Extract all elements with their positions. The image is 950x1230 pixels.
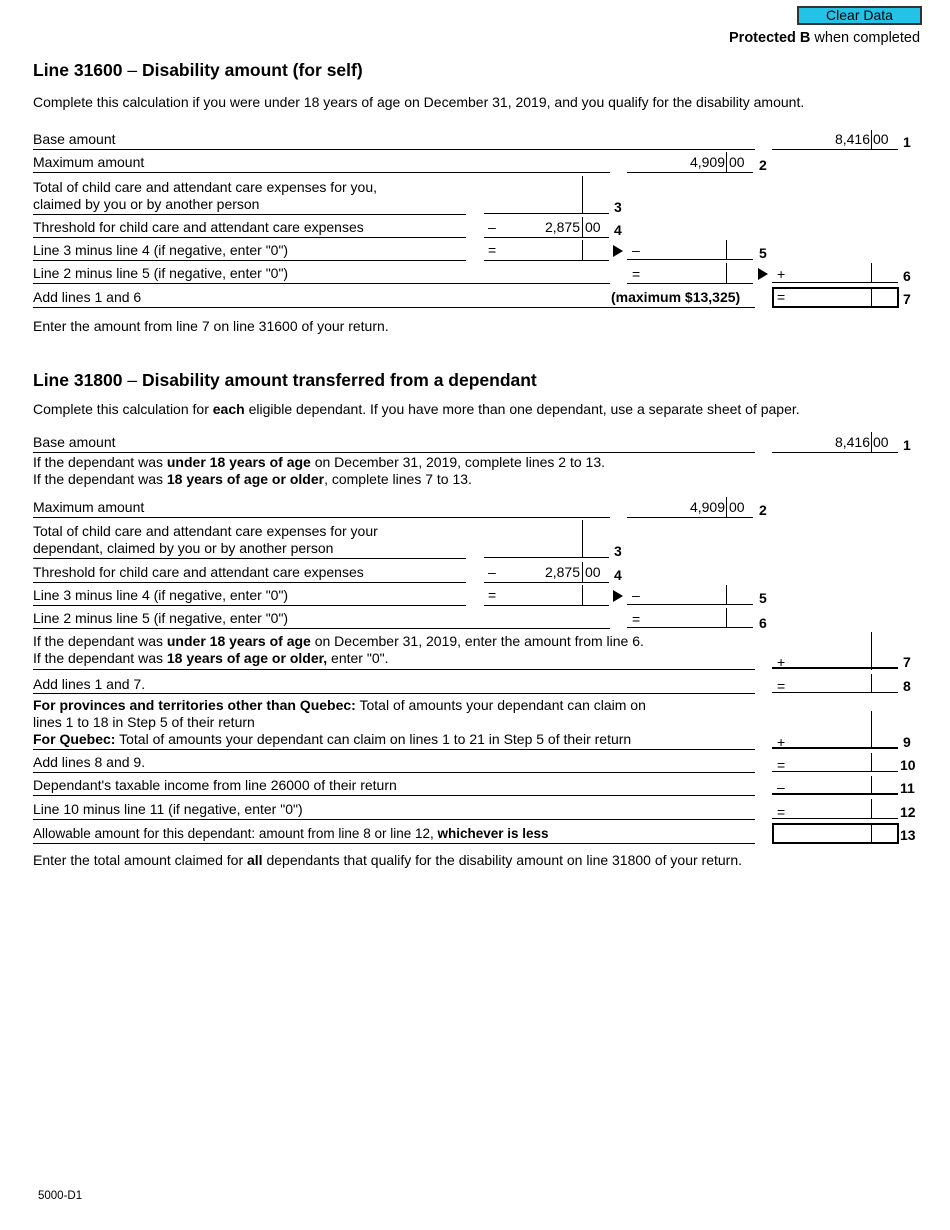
s1-max-label: Maximum amount xyxy=(33,154,145,170)
s2-base-label: Base amount xyxy=(33,434,116,450)
s2-l8-equals: = xyxy=(777,678,786,694)
s1-line7-total-box[interactable] xyxy=(772,287,899,308)
s2-l5-label: Line 3 minus line 4 (if negative, enter "0") xyxy=(33,587,289,603)
s2-line-number-11: 11 xyxy=(900,780,915,796)
s2-footer-a: Enter the total amount claimed for xyxy=(33,852,247,868)
s1-l5-label: Line 3 minus line 4 (if negative, enter "0") xyxy=(33,242,289,258)
s2-l7-c: on December 31, 2019, enter the amount from line 6. xyxy=(310,633,644,649)
s2-l9-c-rest: Total of amounts your dependant can claim on lines 1 to 21 in Step 5 of their return xyxy=(115,731,632,747)
s1-threshold-minus: – xyxy=(488,219,496,235)
s2-condition-1 xyxy=(33,454,605,471)
s2-line7-field[interactable] xyxy=(772,650,898,669)
s2-l7-text-1 xyxy=(33,633,644,650)
s2-line-number-8: 8 xyxy=(903,678,911,694)
s2-cond1-c: on December 31, 2019, complete lines 2 to 13. xyxy=(310,454,606,470)
s2-l9-text-3 xyxy=(33,731,631,748)
s2-l5-minus: – xyxy=(632,587,640,603)
s2-l9-text-2: lines 1 to 18 in Step 5 of their return xyxy=(33,714,255,730)
s1-threshold-label: Threshold for child care and attendant care expenses xyxy=(33,219,364,235)
s2-line12-field[interactable] xyxy=(772,799,898,819)
section1-intro: Complete this calculation if you were under 18 years of age on December 31, 2019, and you qualify for the disability amount. xyxy=(33,94,805,110)
s2-line-number-9: 9 xyxy=(903,734,911,750)
section2-title-dash: – xyxy=(127,370,138,390)
s2-cond1-a: If the dependant was xyxy=(33,454,167,470)
s2-l11-minus: – xyxy=(777,779,785,795)
s1-base-dollars: 8,416 xyxy=(834,131,870,147)
s2-line-number-7: 7 xyxy=(903,654,911,670)
section1-title xyxy=(33,60,363,81)
s2-line-number-6: 6 xyxy=(759,615,767,631)
s2-max-label: Maximum amount xyxy=(33,499,145,515)
s2-line5-field[interactable] xyxy=(627,585,753,605)
s2-l7-plus: + xyxy=(777,654,786,670)
s1-base-label: Base amount xyxy=(33,131,116,147)
s1-line6-field[interactable] xyxy=(772,263,898,283)
section2-intro xyxy=(33,401,800,418)
s2-base-dollars: 8,416 xyxy=(834,434,870,450)
s1-care-expenses-field[interactable] xyxy=(484,196,609,214)
section2-title-a: Line 31800 xyxy=(33,370,128,390)
s2-line11-field[interactable] xyxy=(772,776,898,795)
s2-line6-field[interactable] xyxy=(627,608,753,628)
s1-line-number-2: 2 xyxy=(759,157,767,173)
s2-l13-a: Allowable amount for this dependant: amount from line 8 or line 12, xyxy=(33,826,438,841)
s2-l9-a-bold: For provinces and territories other than Quebec: xyxy=(33,697,356,713)
s2-footer-b: all xyxy=(247,852,263,868)
s1-l5-minus: – xyxy=(632,242,640,258)
s2-intro-c: eligible dependant. If you have more than one dependant, use a separate sheet of paper. xyxy=(244,401,800,417)
s2-l9-c-bold: For Quebec: xyxy=(33,731,116,747)
s1-maximum-note: (maximum $13,325) xyxy=(611,289,741,305)
s1-line-number-5: 5 xyxy=(759,245,767,261)
s1-l7-label: Add lines 1 and 6 xyxy=(33,289,142,305)
s2-line-number-4: 4 xyxy=(614,567,622,583)
s2-line-number-5: 5 xyxy=(759,590,767,606)
s2-cond2-a: If the dependant was xyxy=(33,471,167,487)
s2-line10-field[interactable] xyxy=(772,753,898,772)
s2-cond2-c: , complete lines 7 to 13. xyxy=(324,471,472,487)
s1-threshold-dollars: 2,875 xyxy=(544,219,580,235)
s2-l10-label: Add lines 8 and 9. xyxy=(33,754,146,770)
s2-l6-equals: = xyxy=(632,611,641,627)
s2-cond1-b: under 18 years of age xyxy=(166,454,311,470)
s2-max-cents: 00 xyxy=(729,499,745,515)
s2-l9-a-rest: Total of amounts your dependant can claim on xyxy=(355,697,646,713)
s1-l6-arrow-icon xyxy=(758,268,768,280)
s2-l8-label: Add lines 1 and 7. xyxy=(33,676,146,692)
section1-title-b: Disability amount (for self) xyxy=(137,60,363,80)
s2-line-number-10: 10 xyxy=(900,757,916,773)
s1-line-number-4: 4 xyxy=(614,222,622,238)
s2-condition-2 xyxy=(33,471,472,488)
s2-line-number-1: 1 xyxy=(903,437,911,453)
s2-intro-a: Complete this calculation for xyxy=(33,401,213,417)
section2-title xyxy=(33,370,537,391)
s1-max-cents: 00 xyxy=(729,154,745,170)
s2-l7-a: If the dependant was xyxy=(33,633,167,649)
protected-b-bold: Protected B xyxy=(729,30,811,46)
s2-l9-plus: + xyxy=(777,734,786,750)
s2-l7-d: If the dependant was xyxy=(33,650,167,666)
s2-footer-c: dependants that qualify for the disability amount on line 31800 of your return. xyxy=(262,852,742,868)
s2-threshold-dollars: 2,875 xyxy=(544,564,580,580)
s2-l12-label: Line 10 minus line 11 (if negative, enter "0") xyxy=(33,801,303,817)
s2-line13-total-box[interactable] xyxy=(772,823,899,844)
s2-care-label-1: Total of child care and attendant care expenses for your xyxy=(33,523,378,539)
s2-l5-arrow-icon xyxy=(613,590,623,602)
s2-l13-b: whichever is less xyxy=(437,826,549,841)
s2-line-number-3: 3 xyxy=(614,543,622,559)
s2-footer xyxy=(33,852,742,869)
s1-line-number-7: 7 xyxy=(903,291,911,307)
s1-l6-equals: = xyxy=(632,266,641,282)
s2-line-number-13: 13 xyxy=(900,827,916,843)
section2-title-b: Disability amount transferred from a dependant xyxy=(137,370,537,390)
clear-data-button[interactable]: Clear Data xyxy=(797,6,922,25)
s2-care-expenses-field[interactable] xyxy=(484,540,609,558)
protected-b-rest: when completed xyxy=(810,30,921,46)
s2-threshold-cents: 00 xyxy=(585,564,601,580)
s1-l5-equals: = xyxy=(488,242,497,258)
s2-line9-field[interactable] xyxy=(772,730,898,749)
form-code: 5000-D1 xyxy=(38,1190,83,1202)
s1-line5-field[interactable] xyxy=(627,240,753,260)
s2-l5-equals: = xyxy=(488,587,497,603)
s1-max-dollars: 4,909 xyxy=(689,154,725,170)
s2-max-dollars: 4,909 xyxy=(689,499,725,515)
s2-l7-f: enter "0". xyxy=(327,650,389,666)
section1-title-a: Line 31600 xyxy=(33,60,128,80)
s1-line-number-3: 3 xyxy=(614,199,622,215)
s2-threshold-minus: – xyxy=(488,564,496,580)
s1-line-number-6: 6 xyxy=(903,268,911,284)
s2-l13-label xyxy=(33,825,549,842)
s2-threshold-label: Threshold for child care and attendant care expenses xyxy=(33,564,364,580)
s2-l7-b: under 18 years of age xyxy=(166,633,311,649)
s2-l11-label: Dependant's taxable income from line 26000 of their return xyxy=(33,777,397,793)
s2-line-number-12: 12 xyxy=(900,804,916,820)
s2-l10-equals: = xyxy=(777,757,786,773)
s2-line-number-2: 2 xyxy=(759,502,767,518)
s2-line8-field[interactable] xyxy=(772,674,898,693)
s1-threshold-cents: 00 xyxy=(585,219,601,235)
s2-l6-label: Line 2 minus line 5 (if negative, enter "0") xyxy=(33,610,289,626)
s2-l7-text-2 xyxy=(33,650,388,667)
protected-b-notice xyxy=(729,30,920,47)
s2-l9-text-1 xyxy=(33,697,646,714)
s2-cond2-b: 18 years of age or older xyxy=(166,471,325,487)
s1-care-label-1: Total of child care and attendant care expenses for you, xyxy=(33,179,377,195)
s1-l5-arrow-icon xyxy=(613,245,623,257)
s1-line-number-1: 1 xyxy=(903,134,911,150)
s2-care-label-2: dependant, claimed by you or by another person xyxy=(33,540,334,556)
s2-intro-b: each xyxy=(212,401,245,417)
s2-l7-e: 18 years of age or older, xyxy=(166,650,328,666)
s2-l12-equals: = xyxy=(777,804,786,820)
s2-base-cents: 00 xyxy=(873,434,889,450)
s1-l6-label: Line 2 minus line 5 (if negative, enter "0") xyxy=(33,265,289,281)
s1-l6-plus: + xyxy=(777,266,786,282)
s1-care-label-2: claimed by you or by another person xyxy=(33,196,260,212)
s1-l7-equals: = xyxy=(777,289,786,305)
s1-footer: Enter the amount from line 7 on line 31600 of your return. xyxy=(33,318,389,334)
section1-title-dash: – xyxy=(127,60,138,80)
s1-base-cents: 00 xyxy=(873,131,889,147)
